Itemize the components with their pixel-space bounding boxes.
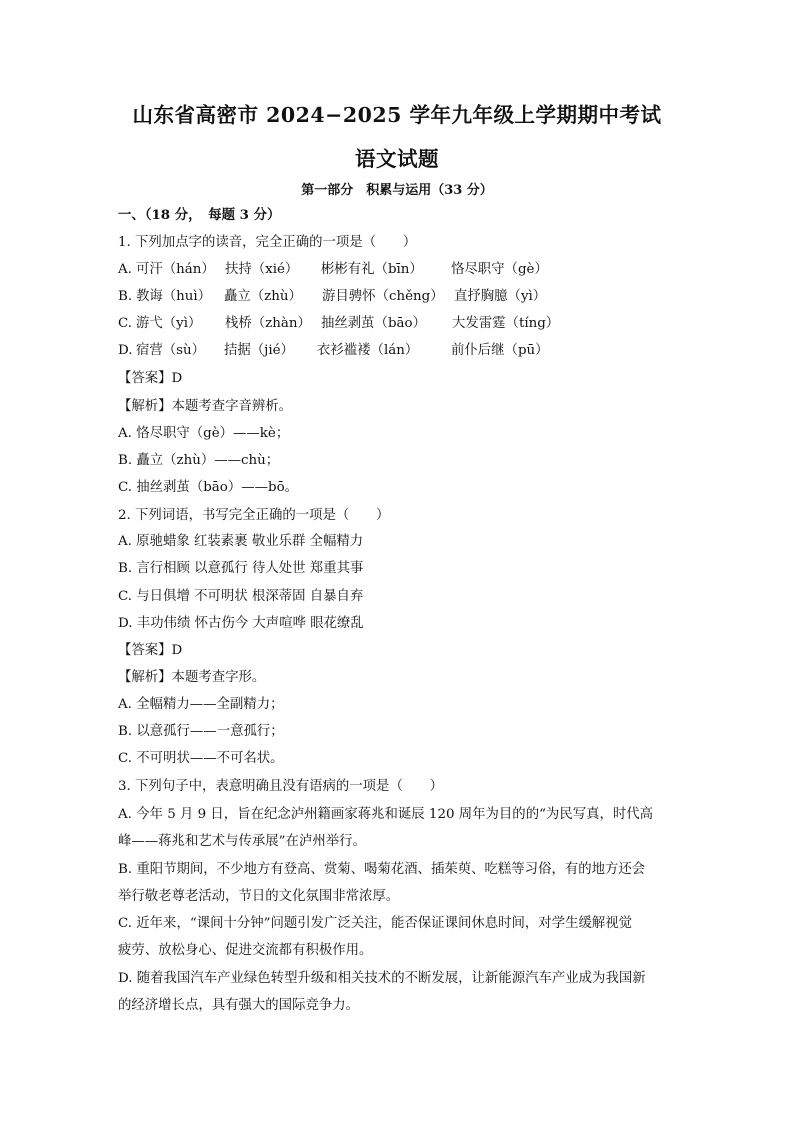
q3-option-b-line1: B. 重阳节期间，不少地方有登高、赏菊、喝菊花酒、插茱萸、吃糕等习俗，有的地方还会 (118, 862, 646, 877)
option-label: C. (118, 316, 133, 331)
q2-note-b: B. 以意孤行——一意孤行； (118, 724, 284, 739)
option-item: 游弋（yì） (136, 316, 202, 331)
option-item: 矗立（zhù） (224, 289, 302, 304)
option-item: 可汗（hán） (136, 262, 215, 277)
option-item: 彬彬有礼（bīn） (321, 262, 423, 277)
q1-analysis: 【解析】本题考查字音辨析。 (118, 399, 293, 414)
option-item: 衣衫褴褛（lán） (317, 343, 419, 358)
option-item: 大发雷霆（tíng） (452, 316, 560, 331)
option-item: 栈桥（zhàn） (225, 316, 311, 331)
q2-option-a: A. 原驰蜡象 红装素裹 敬业乐群 全幅精力 (118, 534, 364, 549)
q1-stem: 1. 下列加点字的读音，完全正确的一项是（ ） (118, 235, 417, 250)
q3-option-c-line1: C. 近年来，“课间十分钟”问题引发广泛关注，能否保证课间休息时间，对学生缓解视觉 (118, 916, 633, 931)
q2-analysis: 【解析】本题考查字形。 (118, 670, 266, 685)
option-item: 抽丝剥茧（bāo） (321, 316, 426, 331)
q2-note-a: A. 全幅精力——全副精力； (118, 697, 284, 712)
part-heading: 第一部分 积累与运用（33 分） (301, 183, 493, 198)
q1-note-c: C. 抽丝剥茧（bāo）——bō。 (118, 480, 299, 495)
option-label: A. (118, 262, 132, 277)
q1-option-d (118, 341, 678, 361)
q3-option-a-line2: 峰——蒋兆和艺术与传承展”在泸州举行。 (118, 834, 366, 849)
option-item: 扶持（xié） (225, 262, 299, 277)
q2-note-c: C. 不可明状——不可名状。 (118, 751, 284, 766)
q1-option-b (118, 287, 678, 307)
exam-title: 山东省高密市 2024−2025 学年九年级上学期期中考试 (132, 103, 662, 127)
exam-subtitle: 语文试题 (355, 147, 439, 171)
option-item: 拮据（jié） (224, 343, 294, 358)
q1-note-b: B. 矗立（zhù）——chù； (118, 453, 280, 468)
q1-option-a (118, 260, 678, 280)
q3-option-c-line2: 疲劳、放松身心、促进交流都有积极作用。 (118, 943, 373, 958)
q2-option-d: D. 丰功伟绩 怀古伤今 大声喧哗 眼花缭乱 (118, 616, 364, 631)
q1-option-c (118, 314, 678, 334)
q3-option-d-line1: D. 随着我国汽车产业绿色转型升级和相关技术的不断发展，让新能源汽车产业成为我国新 (118, 971, 646, 986)
option-item: 游目骋怀（chěng） (322, 289, 444, 304)
option-label: D. (118, 343, 133, 358)
section-heading: 一、（18 分， 每题 3 分） (118, 207, 281, 223)
q1-note-a: A. 恪尽职守（gè）——kè； (118, 426, 290, 441)
option-item: 前仆后继（pū） (451, 343, 549, 358)
q2-answer: 【答案】D (118, 643, 183, 658)
q3-option-b-line2: 举行敬老尊老活动，节日的文化氛围非常浓厚。 (118, 889, 400, 904)
q2-stem: 2. 下列词语，书写完全正确的一项是（ ） (118, 508, 390, 523)
q1-answer: 【答案】D (118, 371, 183, 386)
q3-option-a-line1: A. 今年 5 月 9 日，旨在纪念泸州籍画家蒋兆和诞辰 120 周年为目的的“为民写真，时代高 (118, 807, 654, 822)
option-item: 教诲（huì） (136, 289, 212, 304)
option-item: 宿营（sù） (136, 343, 206, 358)
q3-stem: 3. 下列句子中，表意明确且没有语病的一项是（ ） (118, 779, 444, 794)
q2-option-c: C. 与日俱增 不可明状 根深蒂固 自暴自弃 (118, 589, 364, 604)
option-item: 恪尽职守（gè） (451, 262, 548, 277)
option-item: 直抒胸臆（yì） (454, 289, 547, 304)
q2-option-b: B. 言行相顾 以意孤行 待人处世 郑重其事 (118, 561, 364, 576)
option-label: B. (118, 289, 133, 304)
q3-option-d-line2: 的经济增长点，具有强大的国际竞争力。 (118, 998, 360, 1013)
